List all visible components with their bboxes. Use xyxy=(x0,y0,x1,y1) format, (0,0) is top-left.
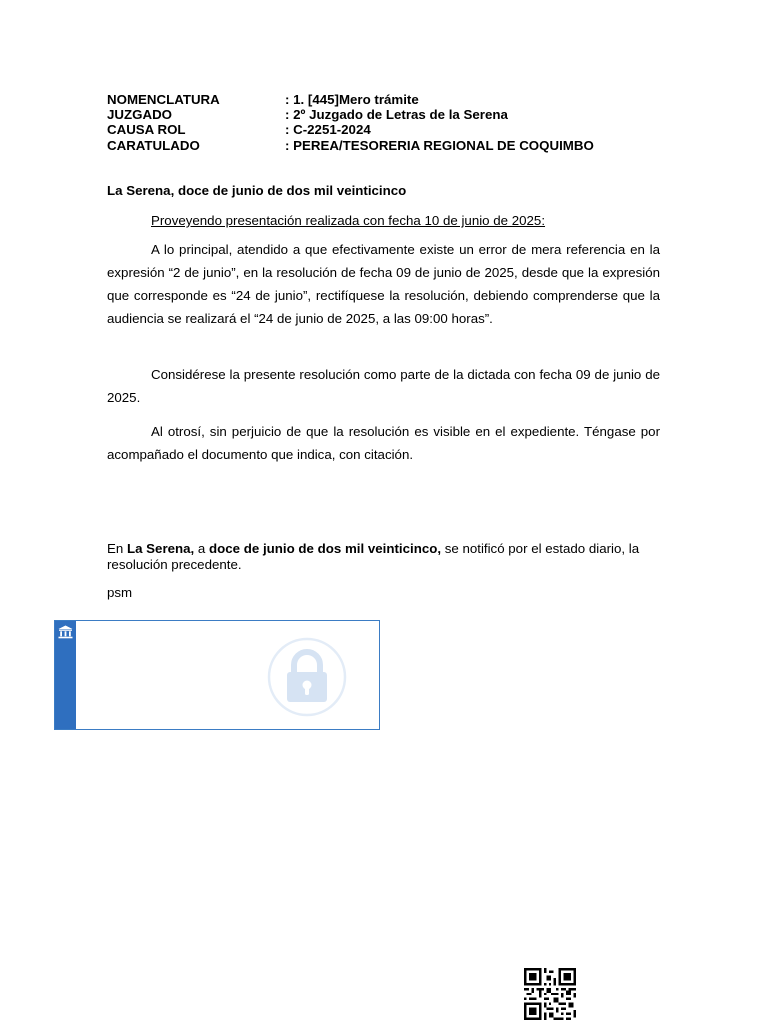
bank-icon xyxy=(58,625,73,639)
header-value: : 2º Juzgado de Letras de la Serena xyxy=(285,107,508,123)
resolution-date: La Serena, doce de junio de dos mil veinticinco xyxy=(107,183,407,198)
notification-prefix: En xyxy=(107,541,127,556)
header-row-caratulado xyxy=(107,138,594,153)
header-value: : PEREA/TESORERIA REGIONAL DE COQUIMBO xyxy=(285,137,594,153)
notification-place: La Serena, xyxy=(126,541,195,556)
paragraph-considerese: Considérese la presente resolución como parte de la dictada con fecha 09 de junio de 2025. xyxy=(107,367,660,405)
header-row-juzgado xyxy=(107,107,594,122)
notification-suffix: se notificó por el estado diario, la resolución precedente. xyxy=(107,541,640,572)
paragraph-otrosi: Al otrosí, sin perjuicio de que la resolución es visible en el expediente. Téngase por acompañado el documento que indica, con citación. xyxy=(107,424,660,462)
electronic-signature-box xyxy=(54,620,380,730)
qr-code-icon xyxy=(524,968,576,1020)
proveyendo-line xyxy=(107,209,660,232)
header-key: CAUSA ROL xyxy=(107,122,186,138)
header-key: CARATULADO xyxy=(107,137,200,153)
case-header xyxy=(107,92,594,153)
lock-icon xyxy=(267,637,347,717)
header-row-nomenclatura xyxy=(107,92,594,107)
notification-paragraph xyxy=(107,541,667,572)
header-key: NOMENCLATURA xyxy=(107,92,220,107)
header-row-causa-rol xyxy=(107,122,594,137)
notification-date: doce de junio de dos mil veinticinco, xyxy=(209,541,442,556)
signature-sidebar xyxy=(55,621,76,729)
proveyendo-text: Proveyendo presentación realizada con fecha 10 de junio de 2025: xyxy=(151,213,546,228)
clerk-initials: psm xyxy=(107,585,133,600)
header-key: JUZGADO xyxy=(107,107,173,123)
notification-mid: a xyxy=(194,541,210,556)
header-value: : 1. [445]Mero trámite xyxy=(285,92,419,107)
paragraph-principal: A lo principal, atendido a que efectivamente existe un error de mera referencia en la expresión “2 de junio”, en la resolución de fecha 09 de junio de 2025, desde que la expresión que corresponde es “24 de junio”, rectifíquese la resolución, debiendo comprenderse que la audiencia se realizará el “24 de junio de 2025, a las 09:00 horas”. xyxy=(107,242,660,326)
header-value: : C-2251-2024 xyxy=(285,122,371,138)
